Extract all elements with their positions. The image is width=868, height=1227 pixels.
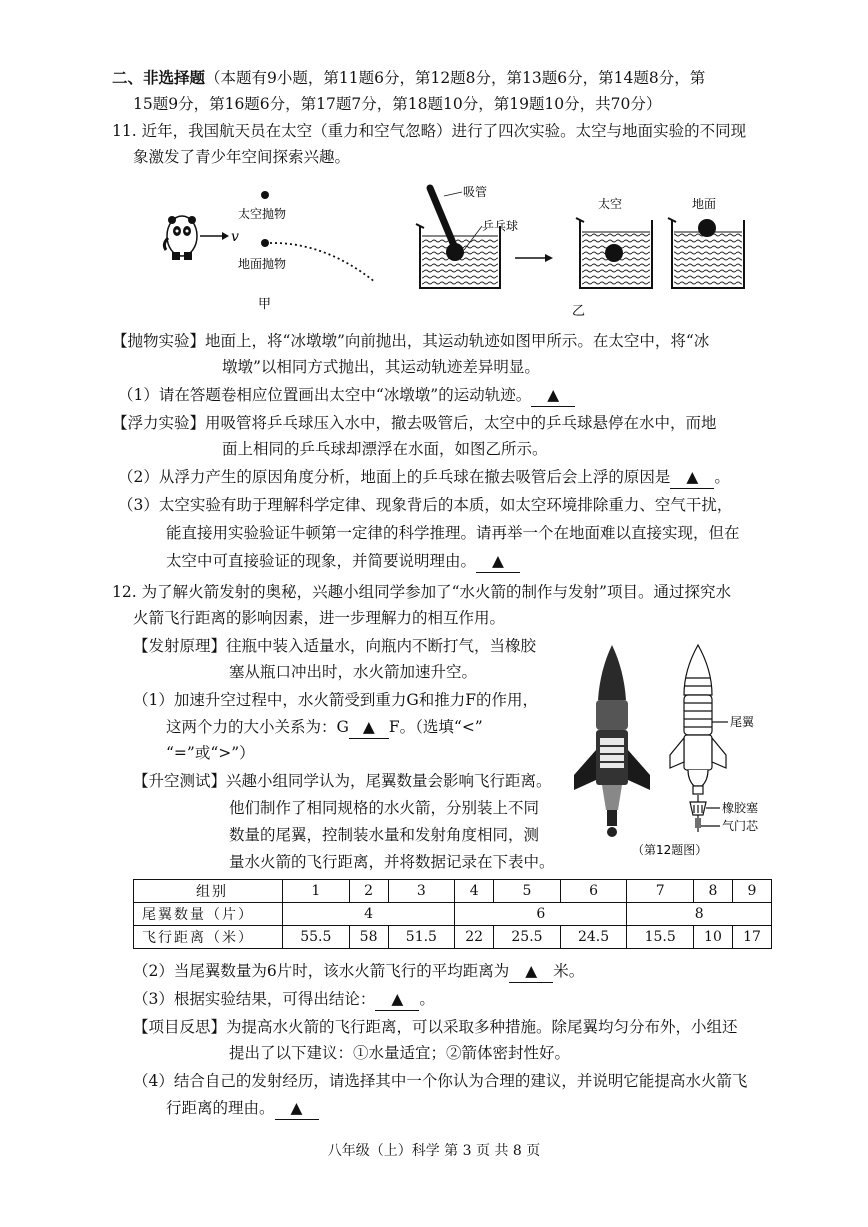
figure-water-rocket bbox=[570, 640, 770, 860]
q11-number: 11. bbox=[112, 122, 137, 140]
q12-part-1-line-2: 这两个力的大小关系为：G ▲ F。（选填“<” bbox=[166, 716, 483, 739]
beaker-ground bbox=[668, 196, 744, 288]
q12-part-3: （3）根据实验结果，可得出结论： ▲ 。 bbox=[133, 988, 435, 1011]
table-cell: 4 bbox=[283, 903, 455, 926]
table-row bbox=[134, 903, 772, 926]
q12-reflect-line-1: 【项目反思】为提高水火箭的飞行距离，可以采取多种措施。除尾翼均匀分布外，小组还 bbox=[133, 1018, 738, 1036]
q12-part-1-line-1: （1）加速升空过程中，水火箭受到重力G和推力F的作用， bbox=[133, 691, 539, 709]
q12-part-4-line-2: 行距离的理由。 ▲ bbox=[166, 1097, 319, 1120]
q12-principle-line-1: 【发射原理】往瓶中装入适量水，向瓶内不断打气，当橡胶 bbox=[133, 637, 537, 655]
label-straw: 吸管 bbox=[463, 185, 488, 199]
q11-exp2-line-1: 【浮力实验】用吸管将乒乓球压入水中，撤去吸管后，太空中的乒乓球悬停在水中，而地 bbox=[112, 414, 717, 432]
q12-test-line-4: 量水火箭的飞行距离，并将数据记录在下表中。 bbox=[229, 853, 555, 871]
table-row bbox=[134, 880, 772, 903]
table-head-distance: 飞行距离（米） bbox=[134, 926, 283, 949]
q12-stem-2: 火箭飞行距离的影响因素，进一步理解力的相互作用。 bbox=[133, 609, 506, 627]
table-cell: 51.5 bbox=[388, 926, 455, 949]
figure-jia bbox=[150, 180, 400, 320]
tag-project-reflection: 【项目反思】 bbox=[133, 1018, 227, 1036]
answer-blank[interactable]: ▲ bbox=[509, 960, 553, 983]
table-cell: 3 bbox=[388, 880, 455, 903]
q12-number: 12. bbox=[112, 583, 137, 601]
rocket-data-table bbox=[133, 879, 772, 949]
table-cell: 17 bbox=[732, 926, 771, 949]
label-rubber-stopper: 橡胶塞 bbox=[722, 801, 759, 815]
answer-blank[interactable]: ▲ bbox=[670, 466, 714, 489]
q11-exp2-line-2: 面上相同的乒乓球却漂浮在水面，如图乙所示。 bbox=[222, 440, 548, 458]
label-valve-core: 气门芯 bbox=[722, 819, 759, 833]
section-header bbox=[112, 67, 705, 89]
q11-part-3-line-2: 能直接用实验验证牛顿第一定律的科学推理。请再举一个在地面难以直接实现，但在 bbox=[166, 524, 740, 542]
table-cell: 6 bbox=[455, 903, 627, 926]
label-ping-pong: 乒乓球 bbox=[482, 219, 519, 233]
table-cell: 58 bbox=[349, 926, 388, 949]
table-cell: 6 bbox=[560, 880, 627, 903]
q12-principle-line-2: 塞从瓶口冲出时，水火箭加速升空。 bbox=[229, 663, 478, 681]
velocity-label: v bbox=[231, 229, 239, 245]
table-cell: 55.5 bbox=[283, 926, 350, 949]
section-title: 二、非选择题 bbox=[112, 68, 206, 87]
q11-stem-2: 象激发了青少年空间探索兴趣。 bbox=[133, 148, 351, 166]
answer-blank[interactable]: ▲ bbox=[349, 716, 389, 739]
q11-exp1-line-1: 【抛物实验】地面上，将“冰墩墩”向前抛出，其运动轨迹如图甲所示。在太空中，将“冰 bbox=[112, 332, 710, 350]
q12-test-line-3: 数量的尾翼，控制装水量和发射角度相同，测 bbox=[229, 826, 540, 844]
table-cell: 24.5 bbox=[560, 926, 627, 949]
tag-launch-test: 【升空测试】 bbox=[133, 772, 227, 790]
label-ground: 地面 bbox=[692, 197, 717, 211]
table-cell: 9 bbox=[732, 880, 771, 903]
q11-part-3-line-3: 太空中可直接验证的现象，并简要说明理由。 ▲ bbox=[166, 550, 520, 573]
q12-reflect-line-2: 提出了以下建议：①水量适宜；②箭体密封性好。 bbox=[229, 1044, 571, 1062]
answer-blank[interactable]: ▲ bbox=[275, 1097, 319, 1120]
table-head-group: 组别 bbox=[134, 880, 283, 903]
table-cell: 8 bbox=[693, 880, 732, 903]
section-desc-2: 15题9分，第16题6分，第17题7分，第18题10分，第19题10分，共70分） bbox=[133, 95, 662, 113]
table-cell: 2 bbox=[349, 880, 388, 903]
tag-launch-principle: 【发射原理】 bbox=[133, 637, 227, 655]
table-cell: 22 bbox=[455, 926, 494, 949]
tag-buoyancy-experiment: 【浮力实验】 bbox=[112, 414, 206, 432]
table-cell: 1 bbox=[283, 880, 350, 903]
q11-part-3-line-1: （3）太空实验有助于理解科学定律、现象背后的本质，如太空环境排除重力、空气干扰， bbox=[118, 496, 733, 514]
label-space-throw: 太空抛物 bbox=[238, 207, 287, 221]
table-cell: 7 bbox=[627, 880, 694, 903]
water-rocket-photo bbox=[574, 645, 650, 837]
figure-jia-caption: 甲 bbox=[258, 297, 272, 312]
q12-part-4-line-1: （4）结合自己的发射经历，请选择其中一个你认为合理的建议，并说明它能提高水火箭飞 bbox=[133, 1072, 748, 1090]
answer-blank[interactable]: ▲ bbox=[375, 988, 419, 1011]
tag-throw-experiment: 【抛物实验】 bbox=[112, 332, 206, 350]
answer-blank[interactable]: ▲ bbox=[476, 550, 520, 573]
q12-part-1-line-3: “=”或“>”） bbox=[166, 744, 255, 762]
bing-dwen-dwen-icon bbox=[164, 216, 197, 260]
table-head-fins: 尾翼数量（片） bbox=[134, 903, 283, 926]
table-cell: 10 bbox=[693, 926, 732, 949]
q11-stem-1: 11. 近年，我国航天员在太空（重力和空气忽略）进行了四次实验。太空与地面实验的不同现 bbox=[112, 122, 747, 140]
answer-blank[interactable]: ▲ bbox=[531, 384, 575, 407]
page-footer: 八年级（上）科学 第 3 页 共 8 页 bbox=[327, 1143, 541, 1159]
q12-stem-1: 12. 为了解火箭发射的奥秘，兴趣小组同学参加了“水火箭的制作与发射”项目。通过探究水 bbox=[112, 583, 731, 601]
label-ground-throw: 地面抛物 bbox=[238, 257, 287, 271]
q12-test-line-2: 他们制作了相同规格的水火箭，分别装上不同 bbox=[229, 799, 540, 817]
beaker-straw bbox=[416, 185, 518, 288]
q11-part-1: （1）请在答题卷相应位置画出太空中“冰墩墩”的运动轨迹。 ▲ bbox=[118, 384, 575, 407]
section-desc-1: （本题有9小题，第11题6分，第12题8分，第13题6分，第14题8分，第 bbox=[205, 69, 706, 87]
water-rocket-diagram bbox=[670, 645, 728, 832]
table-cell: 15.5 bbox=[627, 926, 694, 949]
q11-part-2: （2）从浮力产生的原因角度分析，地面上的乒乓球在撤去吸管后会上浮的原因是 ▲ 。 bbox=[118, 466, 730, 489]
label-tail-fin: 尾翼 bbox=[730, 715, 755, 729]
beaker-space bbox=[576, 196, 652, 288]
figure-yi bbox=[400, 178, 770, 326]
q12-part-2: （2）当尾翼数量为6片时，该水火箭飞行的平均距离为 ▲ 米。 bbox=[133, 960, 584, 983]
figure-12-caption: （第12题图） bbox=[632, 843, 708, 857]
figure-yi-caption: 乙 bbox=[572, 304, 586, 319]
q11-exp1-line-2: 墩墩”以相同方式抛出，其运动轨迹差异明显。 bbox=[222, 358, 540, 376]
q12-test-line-1: 【升空测试】兴趣小组同学认为，尾翼数量会影响飞行距离。 bbox=[133, 772, 552, 790]
space-ball bbox=[261, 191, 269, 199]
table-row bbox=[134, 926, 772, 949]
table-cell: 4 bbox=[455, 880, 494, 903]
table-cell: 5 bbox=[494, 880, 561, 903]
table-cell: 25.5 bbox=[494, 926, 561, 949]
label-space: 太空 bbox=[598, 197, 623, 211]
table-cell: 8 bbox=[627, 903, 772, 926]
ground-ball bbox=[261, 239, 269, 247]
